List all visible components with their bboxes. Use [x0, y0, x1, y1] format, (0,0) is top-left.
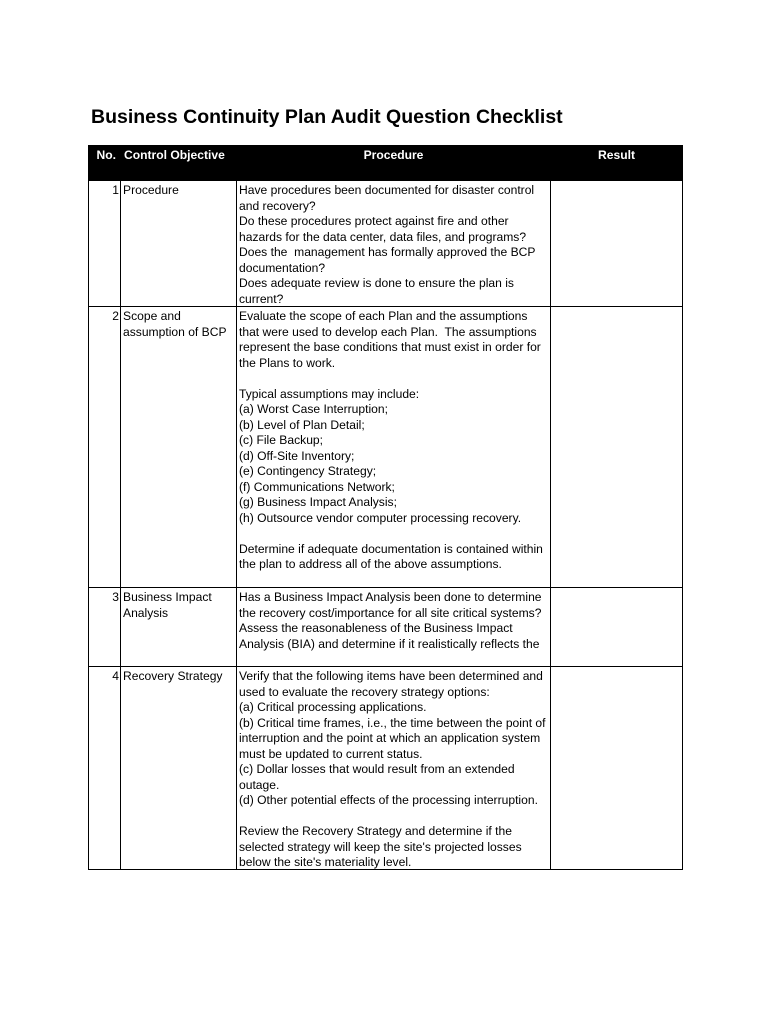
control-objective-cell: Recovery Strategy [121, 667, 237, 870]
result-cell[interactable] [551, 181, 683, 307]
header-row [89, 146, 683, 181]
table-row [89, 588, 683, 667]
control-objective-cell: Business Impact Analysis [121, 588, 237, 667]
page-title: Business Continuity Plan Audit Question Checklist [91, 106, 563, 128]
row-number: 1 [89, 181, 121, 307]
control-objective-cell: Procedure [121, 181, 237, 307]
result-cell[interactable] [551, 667, 683, 870]
table-header [89, 146, 683, 181]
result-cell[interactable] [551, 588, 683, 667]
header-procedure: Procedure [237, 146, 551, 181]
procedure-cell: Verify that the following items have been determined and used to evaluate the recovery strategy options: (a) Critical processing applications. (b) Critical time frames, i.e., the time between the point of interruption and the point at which an application system must be updated to current status. (c) Dollar losses that would result from an extended outage. (d) Other potential effects of the processing interruption. Review the Recovery Strategy and determine if the selected strategy will keep the site's projected losses below the site's materiality level. [237, 667, 551, 870]
control-objective-cell: Scope and assumption of BCP [121, 307, 237, 588]
header-no: No. [89, 146, 121, 181]
row-number: 3 [89, 588, 121, 667]
audit-checklist-table [88, 145, 683, 870]
table-row [89, 181, 683, 307]
procedure-cell: Evaluate the scope of each Plan and the assumptions that were used to develop each Plan. The assumptions represent the base conditions that must exist in order for the Plans to work. Typical assumptions may include: (a) Worst Case Interruption; (b) Level of Plan Detail; (c) File Backup; (d) Off-Site Inventory; (e) Contingency Strategy; (f) Communications Network; (g) Business Impact Analysis; (h) Outsource vendor computer processing recovery. Determine if adequate documentation is contained within the plan to address all of the above assumptions. [237, 307, 551, 588]
table-body [89, 181, 683, 870]
procedure-cell: Has a Business Impact Analysis been done to determine the recovery cost/importance for all site critical systems? Assess the reasonableness of the Business Impact Analysis (BIA) and determine if it realistically reflects the [237, 588, 551, 667]
header-result: Result [551, 146, 683, 181]
table-row [89, 667, 683, 870]
table-row [89, 307, 683, 588]
header-control-objective: Control Objective [121, 146, 237, 181]
result-cell[interactable] [551, 307, 683, 588]
row-number: 4 [89, 667, 121, 870]
procedure-cell: Have procedures been documented for disaster control and recovery? Do these procedures protect against fire and other hazards for the data center, data files, and programs? Does the management has formally approved the BCP documentation? Does adequate review is done to ensure the plan is current? [237, 181, 551, 307]
row-number: 2 [89, 307, 121, 588]
